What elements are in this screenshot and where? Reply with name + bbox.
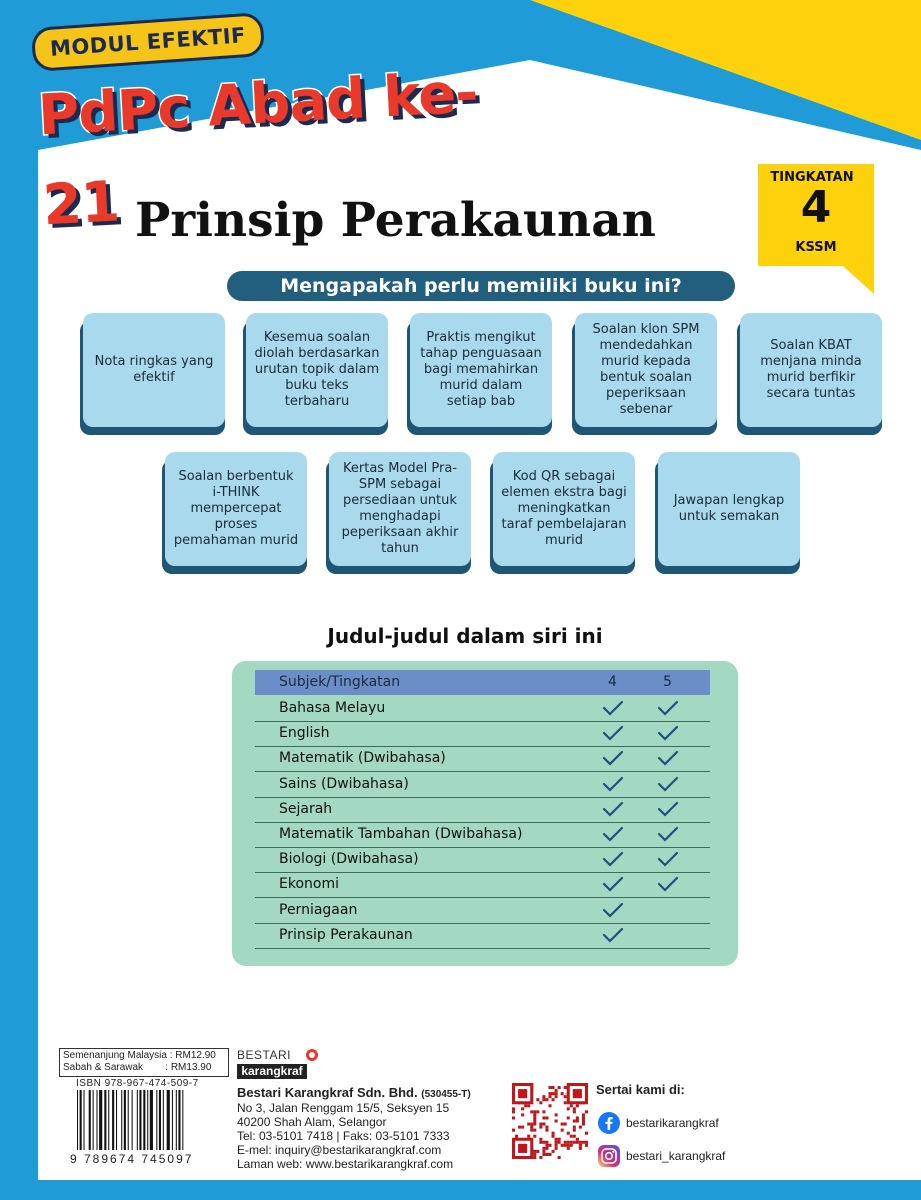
qr-code-icon[interactable]	[512, 1083, 588, 1159]
row-subject: Sejarah	[279, 800, 333, 817]
row-subject: Prinsip Perakaunan	[279, 926, 413, 943]
logo-bottom-text: karangkraf	[237, 1064, 307, 1079]
feature-card: Kod QR sebagai elemen ekstra bagi meningkatkan taraf pembelajaran murid	[493, 452, 635, 566]
row-subject: Biologi (Dwibahasa)	[279, 851, 419, 868]
checkmark-icon	[657, 749, 679, 767]
instagram-icon	[598, 1145, 620, 1167]
badge-number: 4	[800, 182, 832, 233]
checkmark-icon	[602, 825, 624, 843]
barcode-number: 9 789674 745097	[70, 1152, 194, 1166]
feature-card: Nota ringkas yang efektif	[83, 313, 225, 427]
table-row	[255, 746, 710, 772]
checkmark-icon	[602, 699, 624, 717]
isbn-text: ISBN 978-967-474-509-7	[76, 1078, 199, 1089]
facebook-handle: bestarikarangkraf	[626, 1116, 719, 1130]
header-form4: 4	[608, 674, 617, 690]
checkmark-icon	[657, 875, 679, 893]
logo-top-text: BESTARI	[237, 1048, 291, 1062]
follow-us-label: Sertai kami di:	[596, 1082, 685, 1097]
series-table-header	[255, 670, 710, 695]
publisher-phone: Tel: 03-5101 7418 | Faks: 03-5101 7333	[237, 1129, 450, 1143]
row-subject: Bahasa Melayu	[279, 700, 386, 716]
feature-card: Kertas Model Pra-SPM sebagai persediaan untuk menghadapi peperiksaan akhir tahun	[329, 452, 471, 566]
checkmark-icon	[657, 850, 679, 868]
instagram-handle: bestari_karangkraf	[626, 1149, 726, 1163]
bottom-bar	[0, 1180, 921, 1200]
checkmark-icon	[602, 749, 624, 767]
book-title: Prinsip Perakaunan	[135, 193, 656, 248]
question-banner: Mengapakah perlu memiliki buku ini?	[227, 271, 735, 301]
feature-card: Kesemua soalan diolah berdasarkan urutan topik dalam buku teks terbaharu	[246, 313, 388, 427]
publisher-logo	[237, 1048, 323, 1084]
checkmark-icon	[602, 875, 624, 893]
instagram-link[interactable]	[598, 1144, 725, 1168]
checkmark-icon	[657, 699, 679, 717]
header-form5: 5	[663, 674, 672, 690]
table-row	[255, 696, 710, 722]
series-heading: Judul-judul dalam siri ini	[327, 624, 603, 648]
price-sabah-sarawak: Sabah & Sarawak : RM13.90	[63, 1062, 212, 1073]
row-subject: Sains (Dwibahasa)	[279, 775, 409, 792]
publisher-name: Bestari Karangkraf Sdn. Bhd.	[237, 1085, 418, 1100]
price-peninsular: Semenanjung Malaysia : RM12.90	[63, 1050, 216, 1061]
checkmark-icon	[602, 850, 624, 868]
facebook-link[interactable]	[598, 1111, 719, 1135]
row-subject: Ekonomi	[279, 876, 339, 893]
publisher-email: E-mel: inquiry@bestarikarangkraf.com	[237, 1143, 442, 1157]
price-box	[59, 1048, 229, 1077]
checkmark-icon	[602, 775, 624, 793]
table-row	[255, 872, 710, 898]
series-banner-title: PdPc Abad ke-21	[36, 60, 479, 239]
publisher-reg: (530455-T)	[421, 1089, 471, 1100]
modul-efektif-label: MODUL EFEKTIF	[31, 12, 266, 72]
feature-card: Praktis mengikut tahap penguasaan bagi memahirkan murid dalam setiap bab	[410, 313, 552, 427]
table-row	[255, 797, 710, 823]
row-subject: English	[279, 725, 330, 742]
publisher-address1: No 3, Jalan Renggam 15/5, Seksyen 15	[237, 1101, 450, 1115]
tingkatan-badge	[758, 164, 874, 294]
table-row	[255, 923, 710, 949]
badge-top-text: TINGKATAN	[770, 170, 854, 185]
row-subject: Matematik Tambahan (Dwibahasa)	[279, 826, 523, 842]
feature-card: Soalan berbentuk i-THINK mempercepat proses pemahaman murid	[165, 452, 307, 566]
checkmark-icon	[657, 825, 679, 843]
checkmark-icon	[657, 800, 679, 818]
table-row	[255, 772, 710, 798]
feature-card: Soalan KBAT menjana minda murid berfikir secara tuntas	[740, 313, 882, 427]
row-subject: Matematik (Dwibahasa)	[279, 750, 446, 767]
checkmark-icon	[602, 800, 624, 818]
checkmark-icon	[657, 724, 679, 742]
logo-emblem-icon	[305, 1048, 319, 1062]
table-row	[255, 898, 710, 924]
header-subject: Subjek/Tingkatan	[279, 674, 401, 690]
facebook-icon	[598, 1112, 620, 1134]
checkmark-icon	[602, 926, 624, 944]
checkmark-icon	[657, 775, 679, 793]
publisher-web: Laman web: www.bestarikarangkraf.com	[237, 1157, 454, 1171]
publisher-address2: 40200 Shah Alam, Selangor	[237, 1115, 387, 1129]
feature-card: Jawapan lengkap untuk semakan	[658, 452, 800, 566]
badge-bottom-text: KSSM	[795, 240, 837, 255]
feature-card: Soalan klon SPM mendedahkan murid kepada bentuk soalan peperiksaan sebenar	[575, 313, 717, 427]
checkmark-icon	[602, 724, 624, 742]
checkmark-icon	[602, 901, 624, 919]
table-row	[255, 721, 710, 747]
row-subject: Perniagaan	[279, 901, 358, 918]
table-row	[255, 822, 710, 848]
barcode-icon	[75, 1090, 220, 1154]
table-row	[255, 847, 710, 873]
